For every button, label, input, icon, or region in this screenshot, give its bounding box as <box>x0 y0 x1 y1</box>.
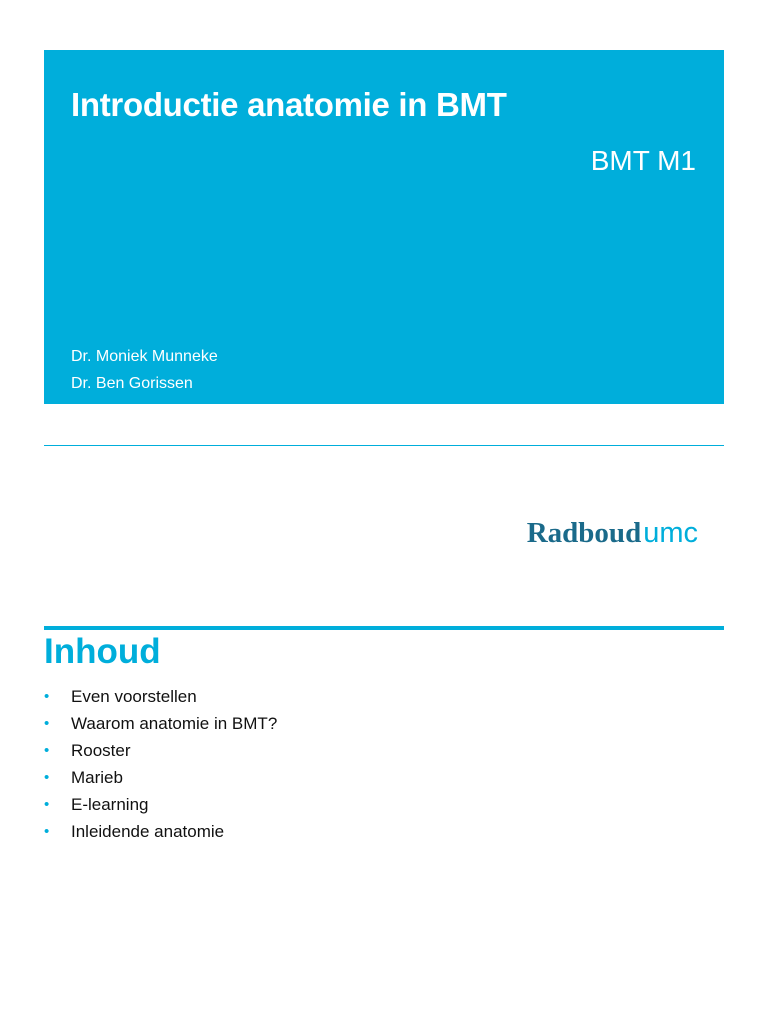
bullet-icon: • <box>44 769 50 786</box>
presentation-subtitle: BMT M1 <box>590 145 696 176</box>
bullet-icon: • <box>44 796 50 813</box>
author-list <box>71 343 218 397</box>
list-item <box>44 818 277 845</box>
author-name: Dr. Moniek Munneke <box>71 348 218 365</box>
list-item-text: Rooster <box>71 741 131 760</box>
list-item-text: Inleidende anatomie <box>71 822 225 841</box>
bullet-icon: • <box>44 688 50 705</box>
bullet-icon: • <box>44 715 50 732</box>
contents-list <box>44 683 277 845</box>
title-slide-banner <box>44 50 724 404</box>
list-item-text: Waarom anatomie in BMT? <box>71 714 278 733</box>
list-item <box>44 710 277 737</box>
list-item-text: Marieb <box>71 768 123 787</box>
bullet-icon: • <box>44 823 50 840</box>
list-item <box>44 791 277 818</box>
bullet-icon: • <box>44 742 50 759</box>
list-item <box>44 683 277 710</box>
author-name: Dr. Ben Gorissen <box>71 375 193 392</box>
list-item-text: E-learning <box>71 795 149 814</box>
slide-divider <box>44 445 724 446</box>
section-heading: Inhoud <box>44 632 161 671</box>
logo-suffix: umc <box>643 517 698 549</box>
list-item-text: Even voorstellen <box>71 687 197 706</box>
list-item <box>44 737 277 764</box>
logo-word: Radboud <box>526 517 642 549</box>
radboudumc-logo <box>527 519 698 548</box>
section-divider <box>44 626 724 630</box>
presentation-title: Introductie anatomie in BMT <box>71 86 507 123</box>
list-item <box>44 764 277 791</box>
